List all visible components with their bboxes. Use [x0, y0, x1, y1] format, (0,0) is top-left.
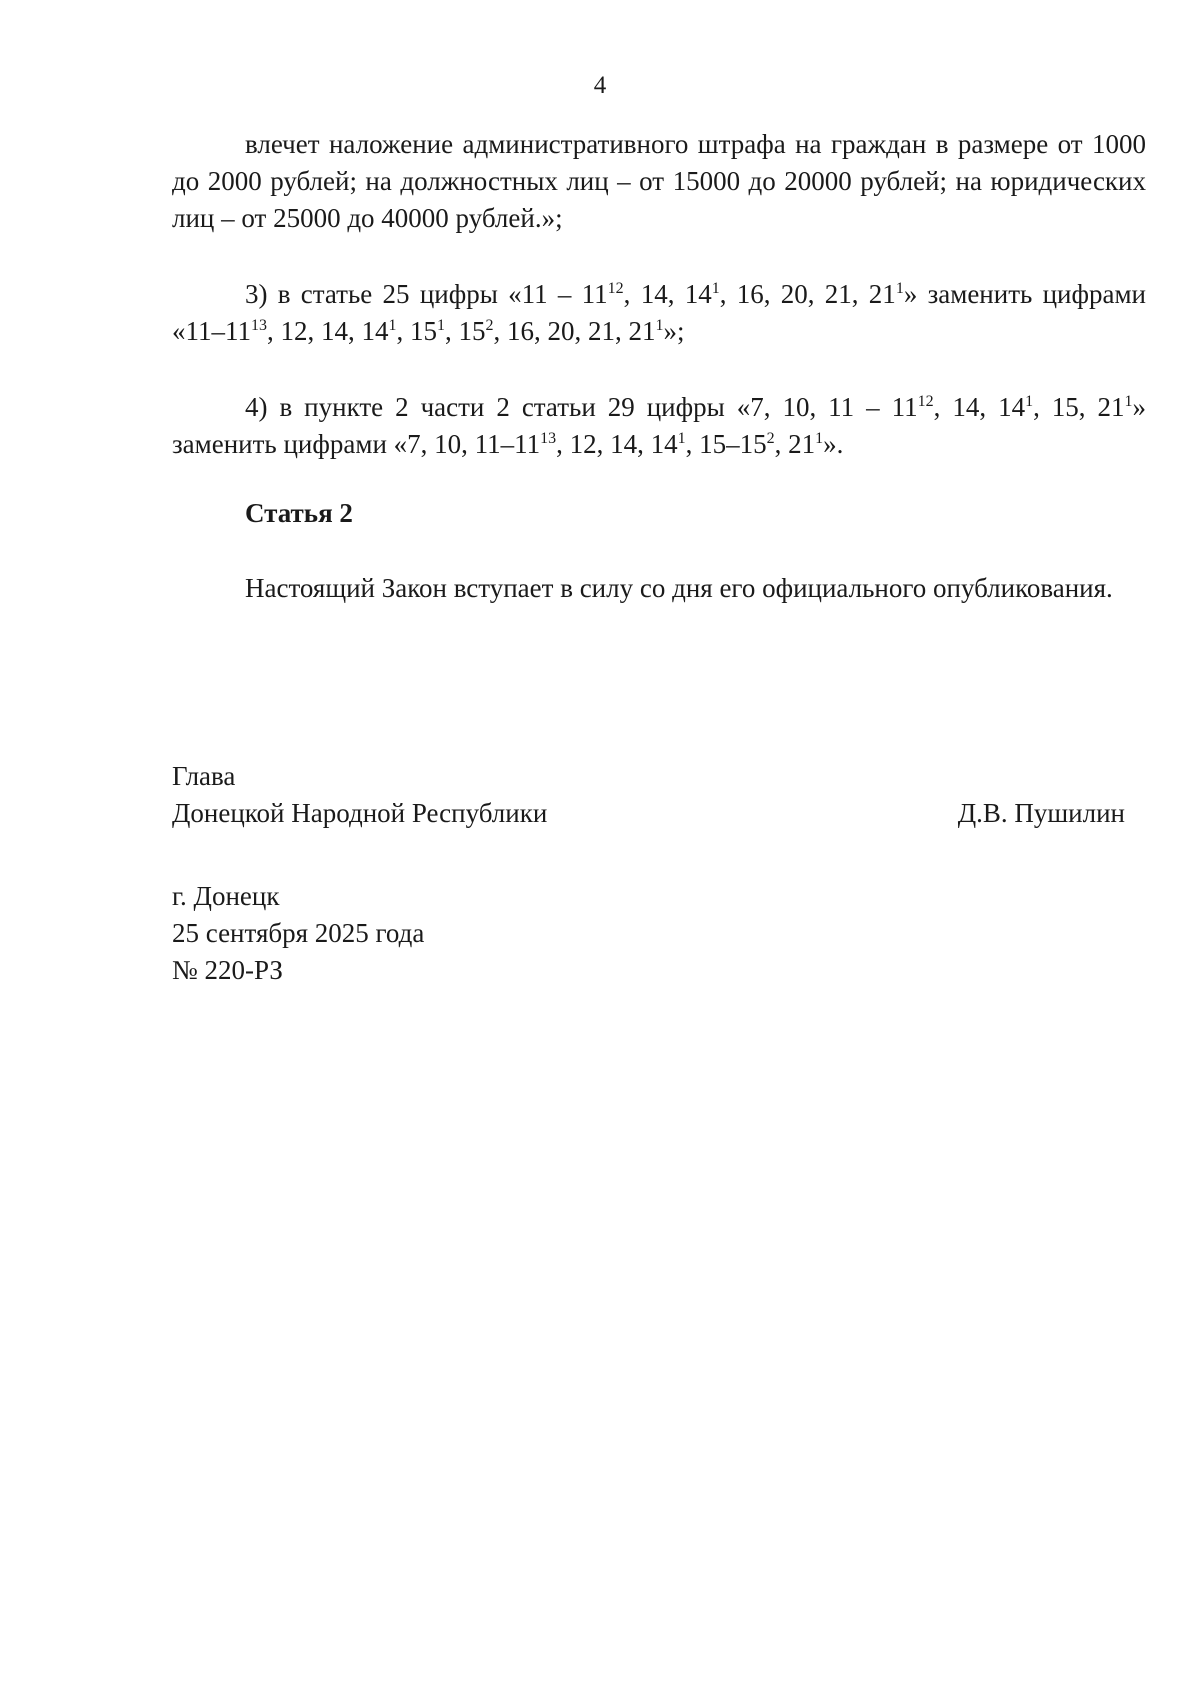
superscript-index: 1	[815, 430, 824, 447]
superscript-index: 2	[766, 430, 775, 447]
article-body: Настоящий Закон вступает в силу со дня его официального опубликования.	[245, 573, 1113, 603]
text-segment: влечет наложение административного штрафа на граждан в размере от 1000 до 2000 рублей; на должностных лиц – от 15000 до 20000 рублей; на юридических лиц – от 25000 до 40000 рублей.»;	[172, 129, 1146, 233]
paragraph-item-4	[172, 389, 1146, 463]
superscript-index: 1	[677, 430, 686, 447]
text-segment: »;	[663, 316, 685, 346]
text-segment: , 12, 14, 14	[267, 316, 389, 346]
text-segment: 4) в пункте 2 части 2 статьи 29 цифры «7, 10, 11 – 11	[245, 392, 918, 422]
signer-title-line-2: Донецкой Народной Республики	[172, 798, 548, 828]
article-heading: Статья 2	[245, 498, 353, 528]
text-segment: , 16, 20, 21, 21	[719, 279, 896, 309]
text-segment: , 14, 14	[933, 392, 1026, 422]
superscript-index: 1	[711, 280, 720, 297]
superscript-index: 12	[607, 280, 624, 297]
superscript-index: 13	[251, 317, 267, 334]
paragraph-item-3	[172, 276, 1146, 350]
text-segment: ».	[823, 429, 844, 459]
superscript-index: 12	[917, 393, 934, 410]
superscript-index: 1	[895, 280, 904, 297]
paragraph-text	[172, 126, 1146, 237]
signer-name: Д.В. Пушилин	[957, 798, 1125, 828]
text-segment: » заменить цифрами «11–11	[172, 279, 1146, 346]
superscript-index: 1	[1025, 393, 1034, 410]
superscript-index: 1	[655, 317, 664, 334]
page-number: 4	[593, 72, 607, 99]
text-segment: , 14, 14	[623, 279, 712, 309]
signer-title-line-1: Глава	[172, 761, 236, 791]
text-segment: , 15	[445, 316, 486, 346]
law-number: № 220-РЗ	[172, 955, 283, 985]
text-segment: , 16, 20, 21, 21	[493, 316, 656, 346]
text-segment: 3) в статье 25 цифры «11 – 11	[245, 279, 608, 309]
issue-place: г. Донецк	[172, 881, 280, 911]
issue-date: 25 сентября 2025 года	[172, 918, 425, 948]
paragraph-text	[172, 276, 1146, 350]
superscript-index: 13	[540, 430, 557, 447]
text-segment: , 21	[774, 429, 816, 459]
superscript-index: 1	[388, 317, 397, 334]
text-segment: , 15, 21	[1033, 392, 1125, 422]
paragraph-fine-continuation	[172, 126, 1146, 237]
superscript-index: 1	[1124, 393, 1133, 410]
superscript-index: 2	[485, 317, 494, 334]
text-segment: » заменить цифрами «7, 10, 11–11	[172, 392, 1147, 459]
text-segment: , 12, 14, 14	[556, 429, 678, 459]
text-segment: , 15–15	[685, 429, 767, 459]
superscript-index: 1	[437, 317, 445, 334]
text-segment: , 15	[396, 316, 437, 346]
paragraph-text	[172, 389, 1146, 463]
